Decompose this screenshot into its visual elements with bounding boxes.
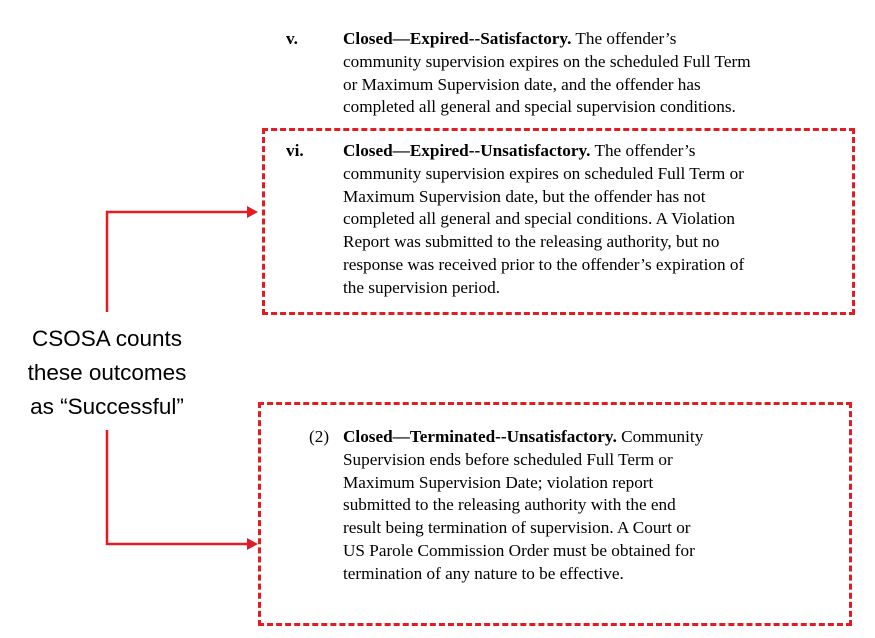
csosa-annotation: [0, 322, 214, 424]
entry-text-line: Community: [616, 427, 704, 446]
entry-text-line: or Maximum Supervision date, and the offender has: [343, 74, 701, 94]
entry-text-line: Supervision ends before scheduled Full Term or: [343, 449, 673, 469]
entry-text-line: The offender’s: [590, 141, 696, 160]
entry-text-line: Maximum Supervision date, but the offender has not: [343, 186, 706, 206]
entry-text-line: completed all general and special conditions. A Violation: [343, 209, 735, 229]
entry-text-line: the supervision period.: [343, 277, 501, 297]
arrowhead-upper-icon: [247, 206, 258, 218]
entry-title: Closed—Expired--Satisfactory.: [343, 29, 572, 48]
entry-text-line: response was received prior to the offender’s expiration of: [343, 254, 745, 274]
connector-line-lower: [107, 430, 248, 544]
annotation-line: these outcomes: [27, 360, 187, 385]
entry-marker: v.: [286, 29, 298, 48]
entry-text-line: Report was submitted to the releasing authority, but no: [343, 232, 720, 252]
entry-text-line: completed all general and special supervision conditions.: [343, 97, 736, 117]
entry-text-line: result being termination of supervision. A Court or: [343, 518, 691, 538]
entry-text-line: submitted to the releasing authority with the end: [343, 495, 676, 515]
entry-title: Closed—Terminated--Unsatisfactory.: [343, 427, 617, 446]
entry-text-line: The offender’s: [571, 29, 677, 48]
connector-line-upper: [107, 212, 248, 312]
entry-text-line: Maximum Supervision Date; violation report: [343, 472, 654, 492]
entry-text-line: community supervision expires on the scheduled Full Term: [343, 51, 751, 71]
entry-title: Closed—Expired--Unsatisfactory.: [343, 141, 591, 160]
entry-marker: (2): [309, 427, 330, 446]
entry-text-line: termination of any nature to be effective.: [343, 563, 624, 583]
arrowhead-lower-icon: [247, 538, 258, 550]
entry-text-line: US Parole Commission Order must be obtained for: [343, 540, 695, 560]
annotation-line: CSOSA counts: [31, 326, 183, 351]
annotation-line: as “Successful”: [30, 394, 184, 419]
entry-text-line: community supervision expires on scheduled Full Term or: [343, 163, 744, 183]
entry-marker: vi.: [286, 141, 304, 160]
